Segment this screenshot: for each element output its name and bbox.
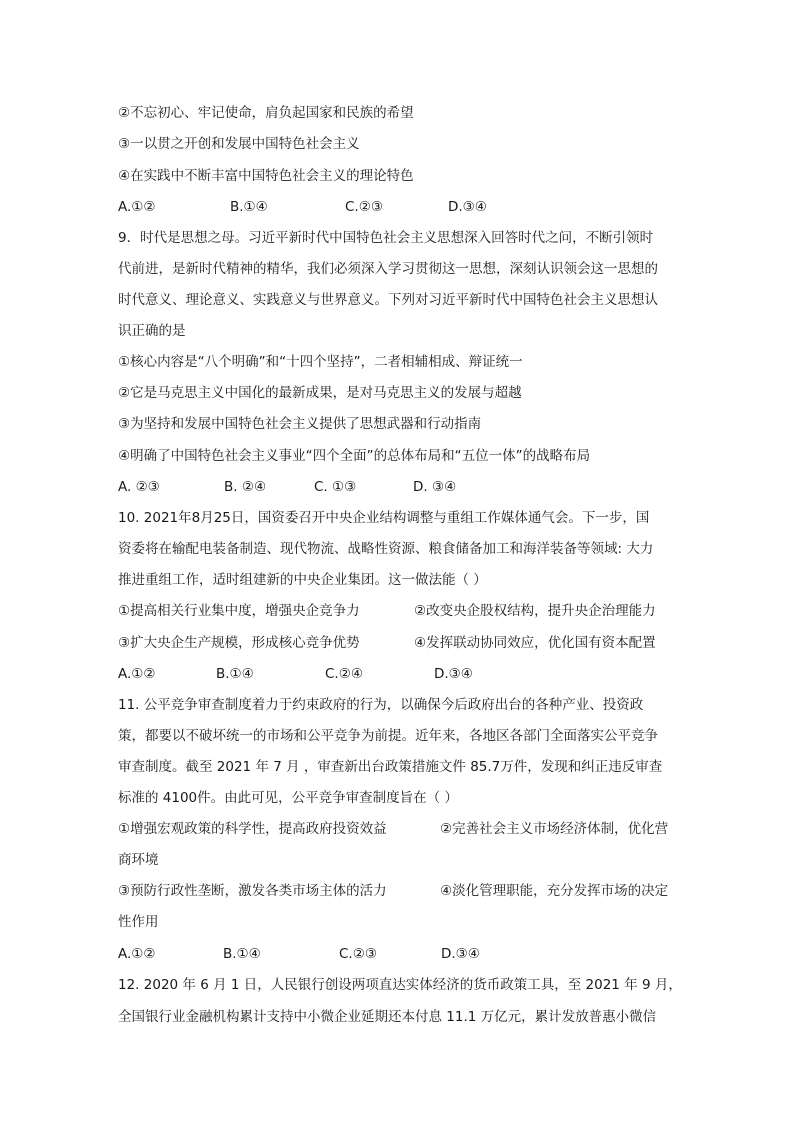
- q12-stem-line: 12. 2020 年 6 月 1 日，人民银行创设两项直达实体经济的货币政策工具，至 2021 年 9 月，: [118, 977, 682, 993]
- q9-stem-line: 时代意义、理论意义、实践意义与世界意义。下列对习近平新时代中国特色社会主义思想认: [118, 292, 658, 308]
- q11-statement: ③预防行政性垄断，激发各类市场主体的活力: [118, 883, 387, 899]
- statement-3: ③一以贯之开创和发展中国特色社会主义: [118, 136, 360, 152]
- option-d: D.③④: [434, 666, 473, 682]
- option-b: B.①④: [223, 946, 261, 962]
- option-c: C.②④: [325, 666, 363, 682]
- q11-stem-line: 标准的 4100件。由此可见，公平竞争审查制度旨在（ ）: [118, 790, 458, 806]
- option-c: C. ①③: [314, 479, 357, 495]
- q10-statement: ③扩大央企生产规模，形成核心竞争优势: [118, 635, 360, 651]
- q9-statement: ③为坚持和发展中国特色社会主义提供了思想武器和行动指南: [118, 416, 482, 432]
- q9-statement: ②它是马克思主义中国化的最新成果，是对马克思主义的发展与超越: [118, 385, 522, 401]
- q9-stem-line: 9．时代是思想之母。习近平新时代中国特色社会主义思想深入回答时代之问，不断引领时: [118, 230, 654, 246]
- q10-stem-line: 资委将在输配电装备制造、现代物流、战略性资源、粮食储备加工和海洋装备等领域: 大力: [118, 541, 654, 557]
- q10-statement: ①提高相关行业集中度，增强央企竞争力: [118, 603, 360, 619]
- statement-2: ②不忘初心、牢记使命，肩负起国家和民族的希望: [118, 105, 414, 121]
- option-a: A.①②: [118, 199, 156, 215]
- q10-stem-line: 推进重组工作，适时组建新的中央企业集团。这一做法能（ ）: [118, 572, 487, 588]
- q10-statement: ④发挥联动协同效应，优化国有资本配置: [414, 635, 656, 651]
- q10-statement: ②改变央企股权结构，提升央企治理能力: [414, 603, 656, 619]
- q9-statement: ④明确了中国特色社会主义事业“四个全面”的总体布局和“五位一体”的战略布局: [118, 448, 591, 464]
- option-d: D.③④: [441, 946, 480, 962]
- q11-statement: ①增强宏观政策的科学性，提高政府投资效益: [118, 821, 387, 837]
- q11-statement-continued: 性作用: [118, 914, 159, 930]
- q11-statement: ④淡化管理职能，充分发挥市场的决定: [440, 883, 669, 899]
- option-c: C.②③: [345, 199, 383, 215]
- q12-stem-line: 全国银行业金融机构累计支持中小微企业延期还本付息 11.1 万亿元，累计发放普惠小微信: [118, 1009, 657, 1025]
- option-b: B.①④: [216, 666, 254, 682]
- option-a: A. ②③: [118, 479, 160, 495]
- q11-stem-line: 11. 公平竞争审查制度着力于约束政府的行为，以确保今后政府出台的各种产业、投资政: [118, 697, 644, 713]
- option-b: B.①④: [230, 199, 268, 215]
- q9-statement: ①核心内容是“八个明确”和“十四个坚持”，二者相辅相成、辩证统一: [118, 354, 523, 370]
- option-b: B. ②④: [224, 479, 267, 495]
- q9-stem-line: 识正确的是: [118, 323, 186, 339]
- q11-stem-line: 审查制度。截至 2021 年 7 月 ，审查新出台政策措施文件 85.7万件，发现和纠正违反审查: [118, 759, 663, 775]
- q9-stem-line: 代前进，是新时代精神的精华，我们必须深入学习贯彻这一思想，深刻认识领会这一思想的: [118, 261, 658, 277]
- q11-statement-continued: 商环境: [118, 852, 159, 868]
- statement-4: ④在实践中不断丰富中国特色社会主义的理论特色: [118, 168, 414, 184]
- q11-statement: ②完善社会主义市场经济体制，优化营: [440, 821, 669, 837]
- option-c: C.②③: [339, 946, 377, 962]
- option-a: A.①②: [118, 946, 156, 962]
- option-d: D.③④: [448, 199, 487, 215]
- q11-stem-line: 策，都要以不破坏统一的市场和公平竞争为前提。近年来，各地区各部门全面落实公平竞争: [118, 728, 658, 744]
- option-d: D. ③④: [413, 479, 457, 495]
- option-a: A.①②: [118, 666, 156, 682]
- q10-stem-line: 10. 2021年8月25日，国资委召开中央企业结构调整与重组工作媒体通气会。下一步，国: [118, 510, 650, 526]
